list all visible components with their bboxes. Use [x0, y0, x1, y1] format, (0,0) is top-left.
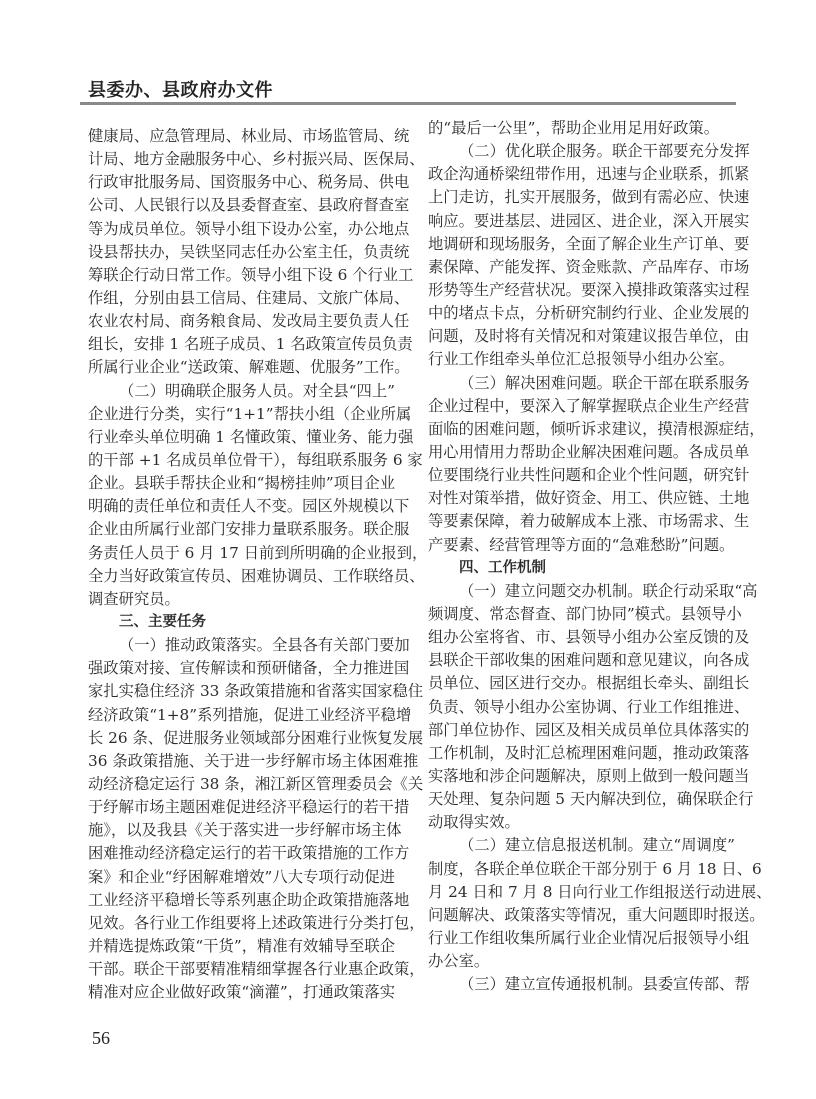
text-line: 困难推动经济稳定运行的若干政策措施的工作方: [88, 844, 410, 863]
text-line: 用心用情用力帮助企业解决困难问题。各成员单: [428, 442, 750, 461]
text-line: 等为成员单位。领导小组下设办公室，办公地点: [88, 219, 410, 238]
text-line: 组办公室将省、市、县领导小组办公室反馈的及: [428, 628, 750, 647]
text-line: 公司、人民银行以及县委督查室、县政府督查室: [88, 196, 410, 215]
text-line: 计局、地方金融服务中心、乡村振兴局、医保局、: [88, 150, 425, 169]
section-heading: 四、工作机制: [459, 559, 546, 576]
text-line: 农业农村局、商务粮食局、发改局主要负责人任: [88, 312, 410, 331]
text-line: 等要素保障，着力破解成本上涨、市场需求、生: [428, 512, 750, 531]
text-line: 组长，安排 1 名班子成员、1 名政策宣传员负责: [88, 335, 413, 354]
text-line: 上门走访，扎实开展服务，做到有需必应、快速: [428, 188, 750, 207]
text-line: （三）解决困难问题。联企干部在联系服务: [459, 373, 750, 392]
text-line: 实落地和涉企问题解决，原则上做到一般问题当: [428, 766, 750, 785]
text-line: 施》，以及我县《关于落实进一步纾解市场主体: [88, 821, 402, 840]
text-line: 调查研究员。: [88, 589, 180, 608]
text-line: 负责、领导小组办公室协调、行业工作组推进、: [428, 697, 750, 716]
text-line: 中的堵点卡点，分析研究制约行业、企业发展的: [428, 304, 750, 323]
running-header-title: 县委办、县政府办文件: [88, 80, 273, 101]
text-line: 企业。县联手帮扶企业和“揭榜挂帅”项目企业: [88, 474, 395, 493]
text-line: 所属行业企业“送政策、解难题、优服务”工作。: [88, 358, 410, 377]
text-line: 问题解决、政策落实等情况，重大问题即时报送。: [428, 905, 765, 924]
page-number: 56: [92, 1028, 110, 1048]
text-line: 政企沟通桥梁纽带作用，迅速与企业联系，抓紧: [428, 165, 750, 184]
text-line: 响应。要进基层、进园区、进企业，深入开展实: [428, 211, 750, 230]
text-line: 案》和企业“纾困解难增效”八大专项行动促进: [88, 867, 395, 886]
text-line: 行政审批服务局、国资服务中心、税务局、供电: [88, 173, 410, 192]
text-line: （二）明确联企服务人员。对全县“四上”: [119, 381, 395, 400]
section-heading: 三、主要任务: [119, 613, 206, 630]
text-line: 地调研和现场服务，全面了解企业生产订单、要: [428, 234, 750, 253]
text-line: 素保障、产能发挥、资金账款、产品库存、市场: [428, 257, 750, 276]
text-line: 员单位、园区进行交办。根据组长牵头、副组长: [428, 674, 750, 693]
text-line: 作组，分别由县工信局、住建局、文旅广体局、: [88, 288, 410, 307]
text-line: 筹联企行动日常工作。领导小组下设 6 个行业工: [88, 265, 414, 284]
text-line: （一）推动政策落实。全县各有关部门要加: [119, 636, 410, 655]
text-line: （三）建立宣传通报机制。县委宣传部、帮: [459, 975, 750, 994]
text-line: 于纾解市场主题困难促进经济平稳运行的若干措: [88, 798, 410, 817]
text-line: 36 条政策措施、关于进一步纾解市场主体困难推: [88, 751, 419, 770]
text-line: 产要素、经营管理等方面的“急难愁盼”问题。: [428, 535, 735, 554]
text-line: 对性对策举措，做好资金、用工、供应链、土地: [428, 489, 750, 508]
text-line: 精准对应企业做好政策“滴灌”，打通政策落实: [88, 983, 395, 1002]
text-line: 并精选提炼政策“干货”，精准有效辅导至联企: [88, 936, 395, 955]
text-line: 行业工作组收集所属行业企业情况后报领导小组: [428, 928, 750, 947]
text-line: 的干部 +1 名成员单位骨干），每组联系服务 6 家: [88, 450, 423, 469]
text-line: 形势等生产经营状况。要深入摸排政策落实过程: [428, 280, 750, 299]
text-line: 健康局、应急管理局、林业局、市场监管局、统: [88, 127, 410, 145]
text-line: 家扎实稳住经济 33 条政策措施和省落实国家稳住: [88, 682, 424, 701]
text-line: 动取得实效。: [428, 813, 520, 832]
text-line: 企业进行分类，实行“1+1”帮扶小组（企业所属: [88, 404, 412, 423]
text-line: 天处理、复杂问题 5 天内解决到位，确保联企行: [428, 790, 754, 809]
text-line: 全力当好政策宣传员、困难协调员、工作联络员、: [88, 566, 425, 585]
text-line: 动经济稳定运行 38 条，湘江新区管理委员会《关: [88, 774, 424, 793]
text-line: 频调度、常态督查、部门协同”模式。县领导小: [428, 604, 742, 623]
text-line: 长 26 条、促进服务业领域部分困难行业恢复发展: [88, 728, 424, 747]
text-line: 经济政策“1+8”系列措施，促进工业经济平稳增: [88, 705, 412, 724]
text-line: 部门单位协作、园区及相关成员单位具体落实的: [428, 720, 750, 739]
text-line: 工业经济平稳增长等系列惠企助企政策措施落地: [88, 890, 410, 909]
text-line: 明确的责任单位和责任人不变。园区外规模以下: [88, 497, 410, 516]
text-line: 面临的困难问题，倾听诉求建议，摸清根源症结，: [428, 419, 765, 438]
text-line: 问题，及时将有关情况和对策建议报告单位，由: [428, 327, 750, 346]
text-line: 的“最后一公里”，帮助企业用足用好政策。: [428, 119, 719, 137]
text-line: 企业过程中，要深入了解掌握联点企业生产经营: [428, 396, 750, 415]
text-line: 行业牵头单位明确 1 名懂政策、懂业务、能力强: [88, 427, 414, 446]
text-line: 县联企干部收集的困难问题和意见建议，向各成: [428, 651, 750, 670]
text-line: 制度，各联企单位联企干部分别于 6 月 18 日、6: [428, 859, 762, 878]
text-line: 月 24 日和 7 月 8 日向行业工作组报送行动进展、: [428, 882, 772, 901]
text-line: 见效。各行业工作组要将上述政策进行分类打包，: [88, 913, 425, 932]
text-line: 企业由所属行业部门安排力量联系服务。联企服: [88, 520, 410, 539]
text-line: （二）建立信息报送机制。建立“周调度”: [459, 836, 735, 855]
text-line: 强政策对接、宣传解读和预研储备，全力推进国: [88, 659, 410, 678]
text-line: 干部。联企干部要精准精细掌握各行业惠企政策，: [88, 960, 425, 979]
header-rule: [80, 102, 736, 105]
right-column: [428, 117, 772, 996]
text-line: 行业工作组牵头单位汇总报领导小组办公室。: [428, 350, 734, 369]
left-column: [88, 125, 428, 1004]
text-line: 位要围绕行业共性问题和企业个性问题，研究针: [428, 466, 750, 485]
text-line: 务责任人员于 6 月 17 日前到所明确的企业报到，: [88, 543, 428, 562]
text-line: 设县帮扶办，吴铁坚同志任办公室主任，负责统: [88, 242, 410, 261]
text-line: （一）建立问题交办机制。联企行动采取“高: [459, 581, 758, 600]
text-line: （二）优化联企服务。联企干部要充分发挥: [459, 142, 750, 161]
text-line: 工作机制，及时汇总梳理困难问题，推动政策落: [428, 743, 750, 762]
text-line: 办公室。: [428, 952, 490, 971]
